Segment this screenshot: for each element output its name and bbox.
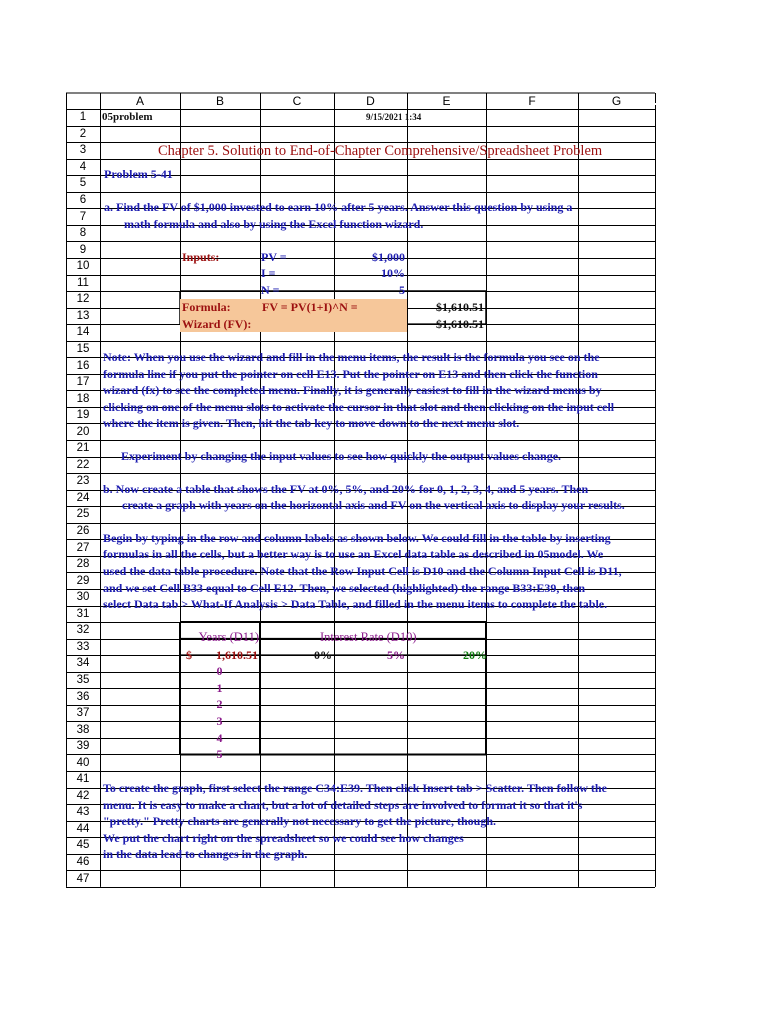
n-label[interactable]: N =	[261, 283, 280, 297]
column-header-e[interactable]: E	[442, 93, 451, 108]
begin-line2[interactable]: formulas in all the cells, but a better way is to use an Excel data table as described in 05model. We	[103, 547, 604, 561]
part-a-line2[interactable]: math formula and also by using the Excel function wizard.	[124, 217, 424, 231]
note-line4[interactable]: clicking on one of the menu slots to activate the cursor in that slot and then clicking on the input cell	[103, 400, 615, 414]
part-a-line1[interactable]: a. Find the FV of $1,000 invested to earn 10% after 5 years. Answer this question by using a	[104, 200, 573, 214]
row-number[interactable]: 9	[79, 243, 87, 256]
i-label[interactable]: I =	[261, 266, 276, 280]
begin-line3[interactable]: used the data table procedure. Note that the Row Input Cell is D10 and the Column Input Cell is D11,	[103, 564, 622, 578]
row-number[interactable]: 20	[76, 425, 90, 438]
begin-line5[interactable]: select Data tab > What-If Analysis > Data Table, and filled in the menu items to complete the table.	[103, 597, 608, 611]
row-number[interactable]: 15	[76, 342, 90, 355]
row-number[interactable]: 34	[76, 657, 90, 670]
row-number[interactable]: 22	[76, 458, 90, 471]
corner-value[interactable]: 1,610.51	[216, 648, 258, 662]
column-header-d[interactable]: D	[366, 93, 375, 108]
row-number[interactable]: 25	[76, 508, 90, 521]
row-number[interactable]: 46	[76, 856, 90, 869]
wizard-label[interactable]: Wizard (FV):	[182, 317, 252, 331]
n-value[interactable]: 5	[399, 283, 405, 297]
rate-20[interactable]: 20%	[463, 648, 487, 662]
year-5[interactable]: 5	[216, 747, 223, 761]
graph-note-line2[interactable]: menu. It is easy to make a chart, but a lot of detailed steps are involved to format it so that it's	[103, 798, 583, 812]
row-number[interactable]: 43	[76, 806, 90, 819]
row-number[interactable]: 38	[76, 723, 90, 736]
column-header-b[interactable]: B	[215, 93, 224, 108]
formula-text[interactable]: FV = PV(1+I)^N =	[262, 300, 358, 314]
years-header[interactable]: Years (D11)	[198, 630, 259, 644]
row-number[interactable]: 45	[76, 839, 90, 852]
year-0[interactable]: 0	[216, 664, 223, 678]
rate-header[interactable]: Interest Rate (D10)	[320, 630, 417, 644]
row-number[interactable]: 37	[76, 707, 90, 720]
begin-line1[interactable]: Begin by typing in the row and column labels as shown below. We could fill in the table by inserting	[103, 531, 611, 545]
datetime-cell[interactable]: 9/15/2021 1:34	[366, 112, 422, 122]
row-number[interactable]: 3	[79, 144, 87, 157]
graph-note-line3[interactable]: "pretty." Pretty charts are generally not necessary to get the picture, though.	[103, 814, 497, 828]
problem-label[interactable]: Problem 5-41	[104, 167, 173, 181]
year-3[interactable]: 3	[216, 714, 223, 728]
pv-label[interactable]: PV =	[261, 250, 287, 264]
pv-value[interactable]: $1,000	[372, 250, 405, 264]
year-2[interactable]: 2	[216, 697, 223, 711]
row-number[interactable]: 32	[76, 624, 90, 637]
column-header-g[interactable]: G	[611, 93, 622, 108]
note-line5[interactable]: where the item is given. Then, hit the tab key to move down to the next menu slot.	[103, 416, 520, 430]
rate-5[interactable]: 5%	[387, 648, 405, 662]
row-number[interactable]: 4	[79, 160, 87, 173]
row-number[interactable]: 16	[76, 359, 90, 372]
row-number[interactable]: 23	[76, 475, 90, 488]
row-number[interactable]: 28	[76, 558, 90, 571]
row-number[interactable]: 2	[79, 127, 87, 140]
year-1[interactable]: 1	[216, 681, 223, 695]
row-number[interactable]: 47	[76, 872, 90, 885]
begin-line4[interactable]: and we set Cell B33 equal to Cell E12. Then, we selected (highlighted) the range B33:E39, then	[103, 581, 586, 595]
note-line2[interactable]: formula line if you put the pointer on cell E13. Put the pointer on E13 and then click the function	[103, 367, 598, 381]
row-number[interactable]: 11	[77, 276, 89, 289]
row-number[interactable]: 42	[76, 789, 90, 802]
part-b-line2[interactable]: create a graph with years on the horizontal axis and FV on the vertical axis to display your results.	[122, 498, 625, 512]
graph-note-line1[interactable]: To create the graph, first select the range C34:E39. Then click Insert tab > Scatter. Then follow the	[103, 781, 607, 795]
row-number[interactable]: 40	[76, 756, 90, 769]
file-name-cell[interactable]: 05problem	[102, 111, 153, 123]
row-number[interactable]: 27	[76, 541, 90, 554]
row-number[interactable]: 29	[76, 574, 90, 587]
row-number[interactable]: 12	[76, 293, 90, 306]
column-header-f[interactable]: F	[528, 93, 536, 108]
note-line1[interactable]: Note: When you use the wizard and fill in the menu items, the result is the formula you see on the	[103, 350, 600, 364]
row-number[interactable]: 7	[79, 210, 87, 223]
row-number[interactable]: 13	[76, 309, 90, 322]
column-header-a[interactable]: A	[135, 93, 144, 108]
graph-note-line5[interactable]: in the data lead to changes in the graph.	[103, 847, 308, 861]
sheet-title[interactable]: Chapter 5. Solution to End-of-Chapter Comprehensive/Spreadsheet Problem	[158, 143, 603, 159]
row-number[interactable]: 33	[76, 640, 90, 653]
row-number[interactable]: 1	[79, 111, 87, 124]
row-number[interactable]: 31	[76, 607, 90, 620]
experiment-text[interactable]: Experiment by changing the input values to see how quickly the output values change.	[121, 449, 562, 463]
i-value[interactable]: 10%	[381, 266, 405, 280]
graph-note-line4[interactable]: We put the chart right on the spreadsheet so we could see how changes	[103, 831, 464, 845]
row-number[interactable]: 17	[76, 376, 90, 389]
row-number[interactable]: 26	[76, 525, 90, 538]
formula-value[interactable]: $1,610.51	[436, 300, 484, 314]
row-number[interactable]: 36	[76, 690, 90, 703]
formula-label[interactable]: Formula:	[182, 300, 231, 314]
row-number[interactable]: 5	[79, 177, 87, 190]
row-number[interactable]: 41	[76, 773, 90, 786]
row-number[interactable]: 6	[79, 194, 87, 207]
row-number[interactable]: 30	[76, 591, 90, 604]
rate-0[interactable]: 0%	[314, 648, 332, 662]
part-b-line1[interactable]: b. Now create a table that shows the FV at 0%, 5%, and 20% for 0, 1, 2, 3, 4, and 5 years. Then	[103, 482, 589, 496]
row-number[interactable]: 8	[79, 227, 87, 240]
currency-symbol[interactable]: $	[186, 648, 192, 662]
row-number[interactable]: 19	[76, 409, 90, 422]
row-number[interactable]: 10	[76, 260, 90, 273]
wizard-value[interactable]: $1,610.51	[436, 317, 484, 331]
inputs-label[interactable]: Inputs:	[182, 250, 220, 264]
row-number[interactable]: 35	[76, 673, 90, 686]
row-number[interactable]: 14	[76, 326, 90, 339]
row-number[interactable]: 39	[76, 740, 90, 753]
column-header-c[interactable]: C	[292, 93, 302, 108]
note-line3[interactable]: wizard (fx) to see the completed menu. Finally, it is generally easiest to fill in the wizard menus by	[103, 383, 602, 397]
row-number[interactable]: 21	[76, 442, 90, 455]
row-number[interactable]: 18	[76, 392, 90, 405]
year-4[interactable]: 4	[216, 731, 223, 745]
row-number[interactable]: 44	[76, 822, 90, 835]
row-number[interactable]: 24	[76, 491, 90, 504]
